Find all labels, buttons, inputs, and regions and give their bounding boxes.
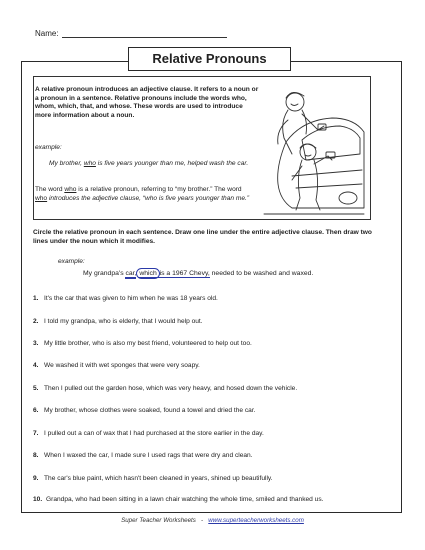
question-text: I told my grandpa, who is elderly, that I would help out. bbox=[44, 318, 203, 325]
question-number: 1. bbox=[33, 295, 39, 302]
question-number: 9. bbox=[33, 475, 39, 482]
intro-explanation bbox=[35, 186, 255, 204]
question-8[interactable] bbox=[33, 452, 373, 461]
question-text: Then I pulled out the garden hose, which was very heavy, and hosed down the vehicle. bbox=[44, 385, 298, 392]
intro-example-sentence bbox=[49, 159, 259, 168]
question-text: My little brother, who is also my best friend, volunteered to help out too. bbox=[44, 340, 252, 347]
intro-example-post: is five years younger than me, helped wash the car. bbox=[95, 160, 249, 167]
question-6[interactable] bbox=[33, 407, 373, 416]
question-10[interactable] bbox=[33, 496, 363, 505]
name-field bbox=[35, 29, 227, 38]
question-number: 6. bbox=[33, 407, 39, 414]
example-relative-pronoun-circle: which bbox=[136, 268, 159, 279]
explain-part-1: The word bbox=[35, 186, 65, 193]
explain-rp-1: who bbox=[64, 186, 77, 193]
intro-example-pre: My brother, bbox=[49, 160, 84, 167]
question-text: It's the car that was given to him when he was 18 years old. bbox=[44, 295, 218, 302]
question-number: 3. bbox=[33, 340, 39, 347]
name-label: Name: bbox=[35, 29, 59, 38]
question-3[interactable] bbox=[33, 340, 373, 349]
example-noun-double-underline: car, bbox=[125, 270, 137, 277]
example-pre: My grandpa's bbox=[83, 270, 126, 277]
question-9[interactable] bbox=[33, 475, 373, 484]
intro-definition: A relative pronoun introduces an adjective clause. It refers to a noun or a pronoun in a sentence. Relative pronouns include the words who, whom, which, that, and whose. These words are used to introduce more information about a noun. bbox=[35, 86, 259, 119]
question-number: 8. bbox=[33, 452, 39, 459]
question-4[interactable] bbox=[33, 362, 373, 371]
question-number: 7. bbox=[33, 430, 39, 437]
question-7[interactable] bbox=[33, 430, 373, 439]
page-title: Relative Pronouns bbox=[128, 47, 291, 71]
question-text: The car's blue paint, which hasn't been cleaned in years, shined up beautifully. bbox=[44, 475, 273, 482]
footer-separator: - bbox=[201, 517, 204, 524]
question-number: 10. bbox=[33, 496, 43, 503]
practice-example-sentence bbox=[83, 268, 313, 279]
example-adjective-clause bbox=[138, 270, 209, 278]
explain-part-3: introduces the adjective clause, “who is five years younger than me.” bbox=[47, 194, 250, 202]
question-text: We washed it with wet sponges that were very soapy. bbox=[44, 362, 200, 369]
example-clause-text: is a 1967 Chevy, bbox=[157, 270, 210, 277]
question-text: Grandpa, who had been sitting in a lawn chair watching the whole time, smiled and thanked us. bbox=[46, 496, 324, 503]
question-number: 2. bbox=[33, 318, 39, 325]
example-post: needed to be washed and waxed. bbox=[209, 270, 314, 277]
name-line[interactable] bbox=[62, 29, 227, 38]
explain-part-2: is a relative pronoun, referring to “my brother.” The word bbox=[76, 186, 242, 193]
question-2[interactable] bbox=[33, 318, 373, 327]
intro-example-label: example: bbox=[35, 144, 62, 151]
footer-link[interactable]: www.superteacherworksheets.com bbox=[208, 517, 304, 524]
question-number: 5. bbox=[33, 385, 39, 392]
question-1[interactable] bbox=[33, 295, 373, 304]
question-5[interactable] bbox=[33, 385, 373, 394]
question-text: My brother, whose clothes were soaked, found a towel and dried the car. bbox=[44, 407, 256, 414]
question-text: When I waxed the car, I made sure I used rags that were dry and clean. bbox=[44, 452, 253, 459]
instructions: Circle the relative pronoun in each sentence. Draw one line under the entire adjective clause. Then draw two lines under the noun which it modifies. bbox=[33, 229, 372, 245]
intro-example-rp: who bbox=[83, 160, 96, 167]
question-text: I pulled out a can of wax that I had purchased at the store earlier in the day. bbox=[44, 430, 264, 437]
explain-rp-2: who bbox=[35, 194, 48, 202]
question-number: 4. bbox=[33, 362, 39, 369]
footer bbox=[0, 517, 425, 524]
boys-washing-car-illustration bbox=[262, 80, 366, 221]
practice-example-label: example: bbox=[58, 258, 85, 265]
footer-brand: Super Teacher Worksheets bbox=[121, 517, 196, 524]
